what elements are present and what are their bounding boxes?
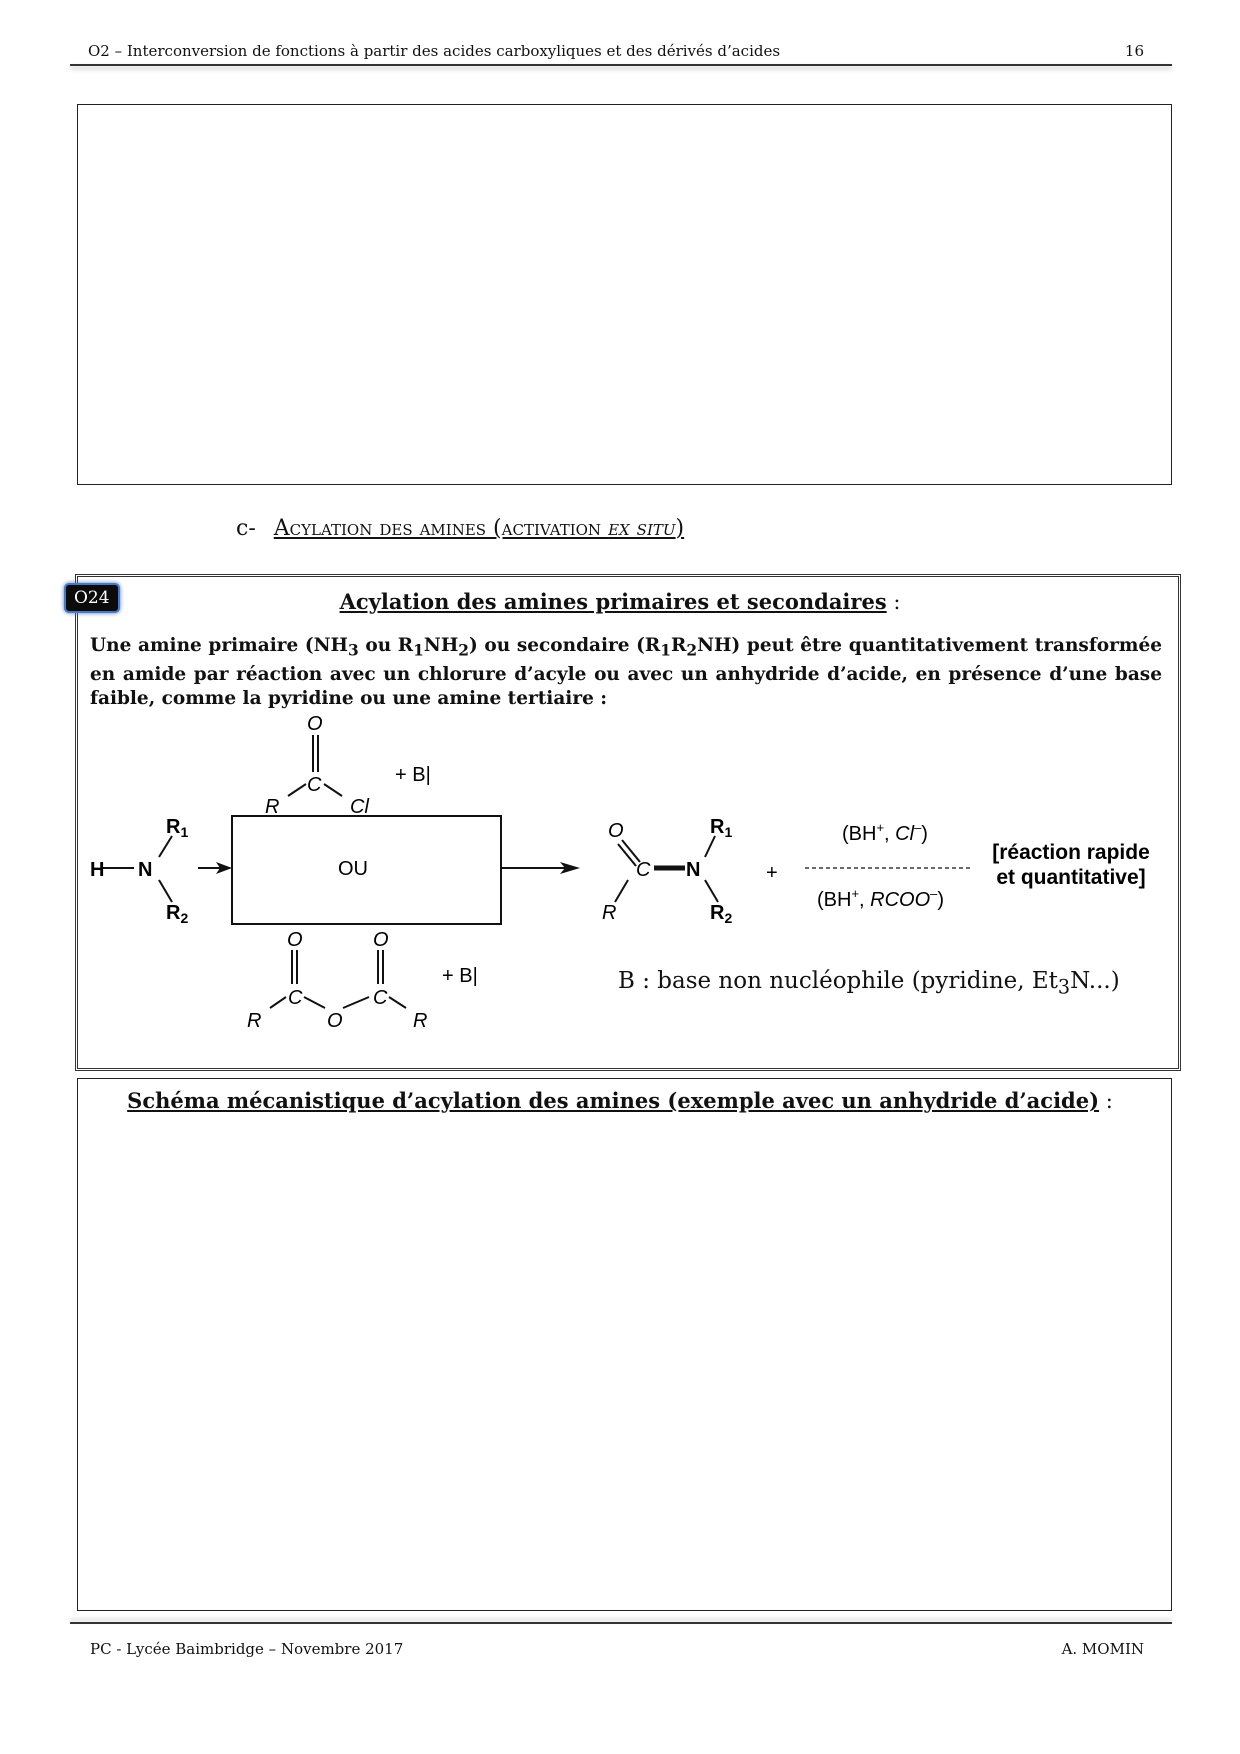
amine-r2-text: R xyxy=(166,902,181,924)
salt-carboxylate xyxy=(817,886,944,911)
prod-n-label: N xyxy=(686,859,701,881)
salt1-ion: Cl xyxy=(895,823,915,845)
salt2-sup: + xyxy=(851,886,860,901)
prod-r1-text: R xyxy=(710,816,725,838)
prod-r1-sub: 1 xyxy=(724,824,733,840)
anh-plus-base: + B| xyxy=(442,965,478,987)
anh-r2-bond xyxy=(389,997,406,1008)
mechanism-title-text: Schéma mécanistique d’acylation des amines (exemple avec un anhydride d’acide) xyxy=(127,1088,1100,1113)
salt1-c: ) xyxy=(921,823,928,845)
section-heading xyxy=(236,516,684,541)
footer-author: A. MOMIN xyxy=(1061,1640,1144,1658)
or-label: OU xyxy=(338,858,368,880)
amine-n-r2-bond xyxy=(159,880,172,902)
definition-title xyxy=(0,589,1240,614)
salt1-sup: + xyxy=(876,820,885,835)
anh-r1-bond xyxy=(270,997,286,1008)
note-line2: et quantitative] xyxy=(996,866,1146,889)
anh-r2-label: R xyxy=(413,1010,428,1032)
prod-r-bond xyxy=(615,880,628,902)
anh-c1-o-bond xyxy=(304,997,325,1008)
acyl-r-bond xyxy=(288,784,306,796)
base-note-b: N...) xyxy=(1070,968,1120,994)
amine-r1-text: R xyxy=(166,816,181,838)
salt2-b: , xyxy=(859,889,871,911)
salt-chloride xyxy=(842,820,928,845)
anh-c1-label: C xyxy=(288,987,303,1009)
prod-r2-sub: 2 xyxy=(724,910,733,926)
def-text-sub: 2 xyxy=(458,641,470,660)
acyl-o-label: O xyxy=(307,713,323,735)
definition-title-text: Acylation des amines primaires et secondaires xyxy=(339,589,887,614)
definition-tag: O24 xyxy=(64,583,120,613)
prod-c-label: C xyxy=(636,859,651,881)
mechanism-box xyxy=(77,1078,1172,1611)
amine-r2-label xyxy=(166,902,188,926)
section-title xyxy=(274,516,684,541)
salt1-a: (BH xyxy=(842,823,877,845)
mechanism-title-colon: : xyxy=(1099,1089,1113,1113)
section-title-main: Acylation des amines (activation xyxy=(273,516,609,541)
acyl-plus-base: + B| xyxy=(395,764,431,786)
header-rule xyxy=(70,64,1172,66)
base-note xyxy=(618,968,1120,999)
section-title-end: ) xyxy=(675,516,685,541)
anh-obridge-label: O xyxy=(327,1010,343,1032)
def-text-sub: 1 xyxy=(660,641,672,660)
mechanism-title xyxy=(0,1088,1240,1113)
def-text-part: R xyxy=(671,635,687,656)
salt2-a: (BH xyxy=(817,889,852,911)
def-text-part: ) ou secondaire (R xyxy=(469,635,661,656)
prod-o-label: O xyxy=(608,820,624,842)
anh-o-c2-bond xyxy=(343,997,369,1008)
def-text-part: NH) peut être quantitativement transformée en amide par réaction avec un chlorure d’acyle ou avec un anhydride d’acide, en présence d’une base faible, comme la pyridine ou une amine tertiaire : xyxy=(90,635,1162,709)
plus-sign: + xyxy=(766,862,778,884)
prod-r2-label xyxy=(710,902,732,926)
acyl-cl-bond xyxy=(324,784,342,796)
def-text-sub: 2 xyxy=(686,641,698,660)
amine-n-r1-bond xyxy=(159,836,172,857)
footer-left: PC - Lycée Baimbridge – Novembre 2017 xyxy=(90,1640,404,1658)
page-number: 16 xyxy=(1124,42,1144,60)
def-text-part: Une amine primaire (NH xyxy=(90,635,349,656)
amine-r1-sub: 1 xyxy=(180,824,189,840)
salt2-c: ) xyxy=(937,889,945,911)
answer-box-top xyxy=(77,104,1172,485)
salt1-b: , xyxy=(884,823,896,845)
header-title: O2 – Interconversion de fonctions à partir des acides carboxyliques et des dérivés d’acides xyxy=(88,42,781,60)
salt1-ion-sup: – xyxy=(914,820,922,835)
def-text-sub: 1 xyxy=(413,641,424,660)
def-text-sub: 3 xyxy=(348,641,359,660)
prod-r2-text: R xyxy=(710,902,725,924)
anh-c2-label: C xyxy=(373,987,388,1009)
prod-n-r2-bond xyxy=(705,880,718,902)
salt2-ion-sup: – xyxy=(930,886,938,901)
prod-r1-label xyxy=(710,816,732,840)
amine-h-label: H xyxy=(90,859,105,881)
prod-r-label: R xyxy=(602,902,617,924)
note-line1: [réaction rapide xyxy=(992,841,1150,864)
anh-o1-label: O xyxy=(287,929,303,951)
amine-n-label: N xyxy=(138,859,153,881)
anh-r1-label: R xyxy=(247,1010,262,1032)
prod-n-r1-bond xyxy=(705,836,715,857)
salt2-ion: RCOO xyxy=(870,889,931,911)
base-note-a: B : base non nucléophile (pyridine, Et xyxy=(618,968,1058,994)
def-text-part: ou R xyxy=(358,635,414,656)
definition-title-colon: : xyxy=(886,590,901,614)
section-title-italic: ex situ xyxy=(608,516,676,541)
section-number: c- xyxy=(236,516,256,541)
acyl-c-label: C xyxy=(307,774,322,796)
base-note-sub: 3 xyxy=(1057,975,1071,999)
acyl-cl-label: Cl xyxy=(350,796,369,818)
amine-r2-sub: 2 xyxy=(180,910,189,926)
acyl-r-label: R xyxy=(265,796,280,818)
amine-r1-label xyxy=(166,816,188,840)
def-text-part: NH xyxy=(423,635,459,656)
anh-o2-label: O xyxy=(373,929,389,951)
footer-rule xyxy=(70,1622,1172,1624)
